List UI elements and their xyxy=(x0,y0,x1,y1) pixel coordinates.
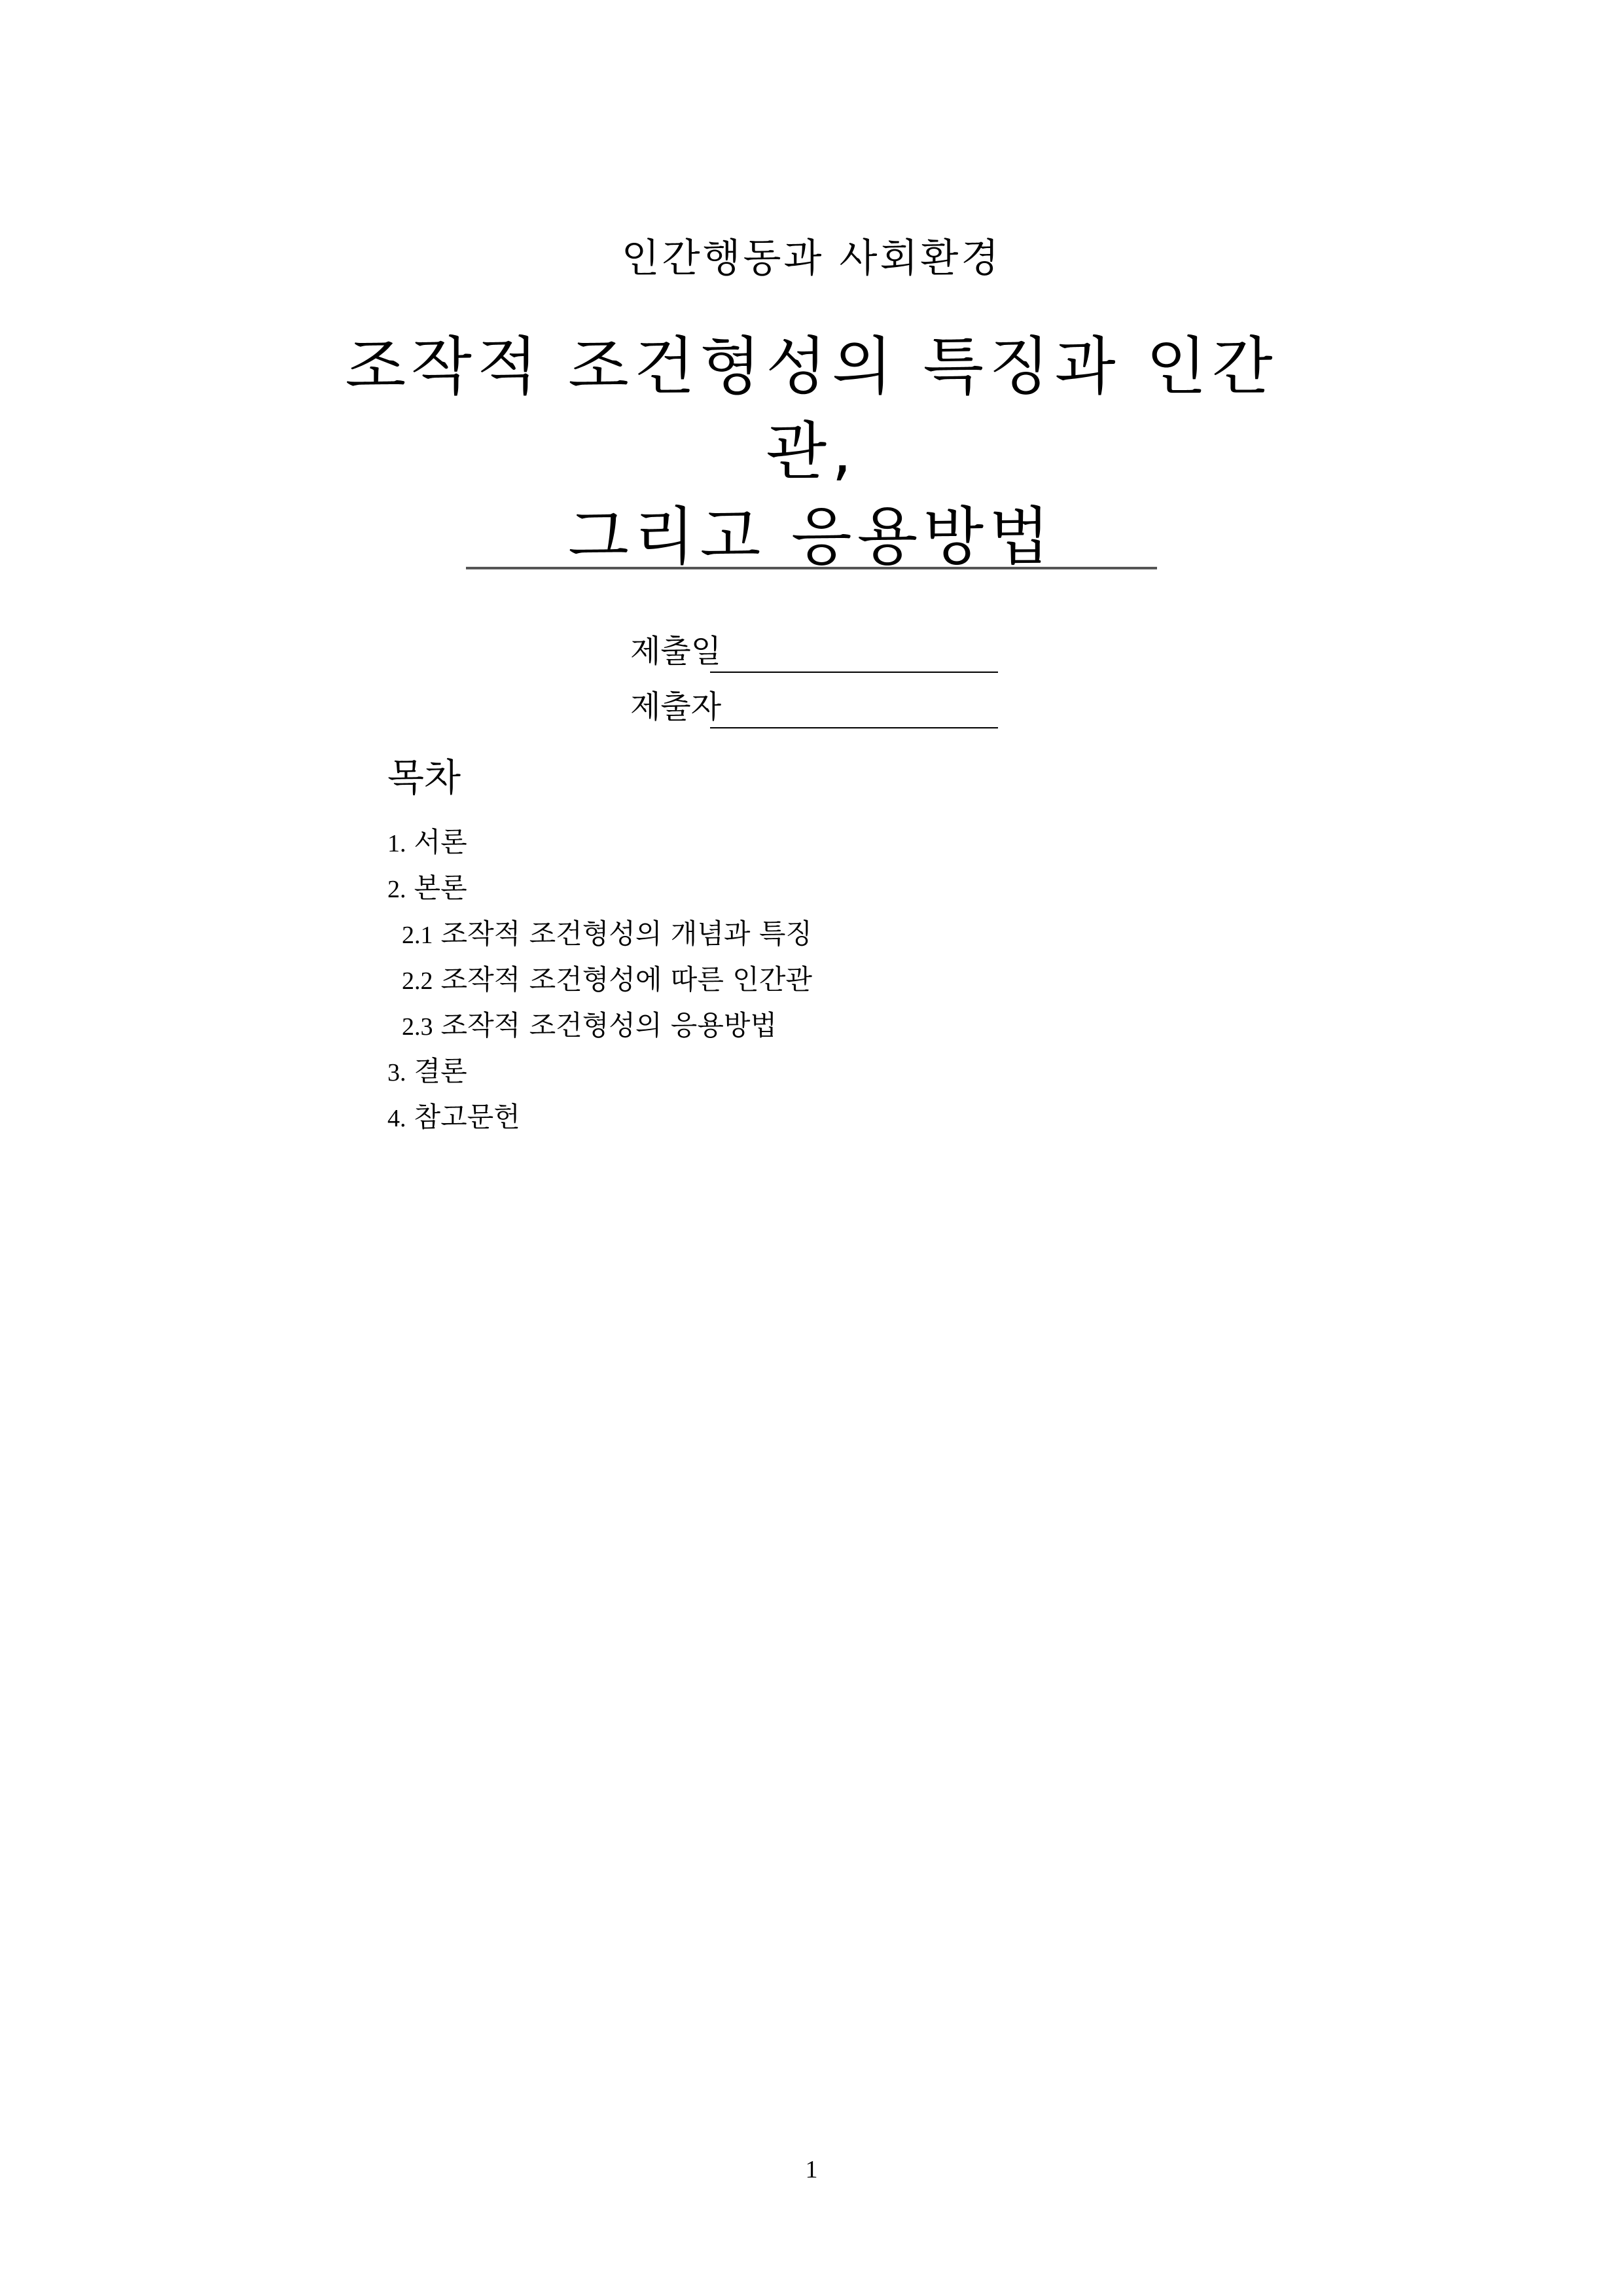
toc-item-number: 3. xyxy=(387,1059,406,1086)
submitter-blank-line xyxy=(710,727,998,728)
toc-heading: 목차 xyxy=(387,755,461,800)
submit-date-row xyxy=(630,628,721,674)
toc-item-number: 2.3 xyxy=(402,1013,433,1041)
toc-item-text: 조작적 조건형성의 개념과 특징 xyxy=(440,918,812,950)
submitter-row xyxy=(630,684,721,730)
toc-item-2-3 xyxy=(387,1003,812,1049)
toc-item-body xyxy=(387,865,812,911)
report-title-line-2: 그리고 응용방법 xyxy=(568,500,1055,573)
course-subject: 인간행동과 사회환경 xyxy=(621,236,1002,281)
toc-item-references xyxy=(387,1094,812,1140)
toc-item-text: 서론 xyxy=(414,826,467,858)
toc-item-number: 2.1 xyxy=(402,922,433,949)
toc-item-2-2 xyxy=(387,957,812,1003)
table-of-contents xyxy=(387,819,812,1140)
toc-item-2-1 xyxy=(387,911,812,957)
toc-item-text: 조작적 조건형성에 따른 인간관 xyxy=(440,963,812,996)
submit-date-blank-line xyxy=(710,672,998,673)
toc-item-text: 참고문헌 xyxy=(414,1101,520,1133)
toc-item-number: 2.2 xyxy=(402,967,433,995)
toc-item-conclusion xyxy=(387,1049,812,1094)
toc-item-number: 2. xyxy=(387,876,406,903)
submit-date-label: 제출일 xyxy=(630,633,722,670)
report-title-line-1: 조작적 조건형성의 특징과 인간관, xyxy=(345,330,1278,488)
submitter-label: 제출자 xyxy=(630,689,722,725)
page-number: 1 xyxy=(805,2156,818,2183)
toc-item-number: 4. xyxy=(387,1105,406,1132)
report-title xyxy=(340,324,1283,579)
toc-item-text: 결론 xyxy=(414,1055,467,1087)
toc-item-introduction xyxy=(387,819,812,865)
toc-item-text: 본론 xyxy=(414,872,467,904)
toc-item-text: 조작적 조건형성의 응용방법 xyxy=(440,1009,777,1041)
toc-item-number: 1. xyxy=(387,830,406,857)
title-divider xyxy=(466,567,1157,569)
